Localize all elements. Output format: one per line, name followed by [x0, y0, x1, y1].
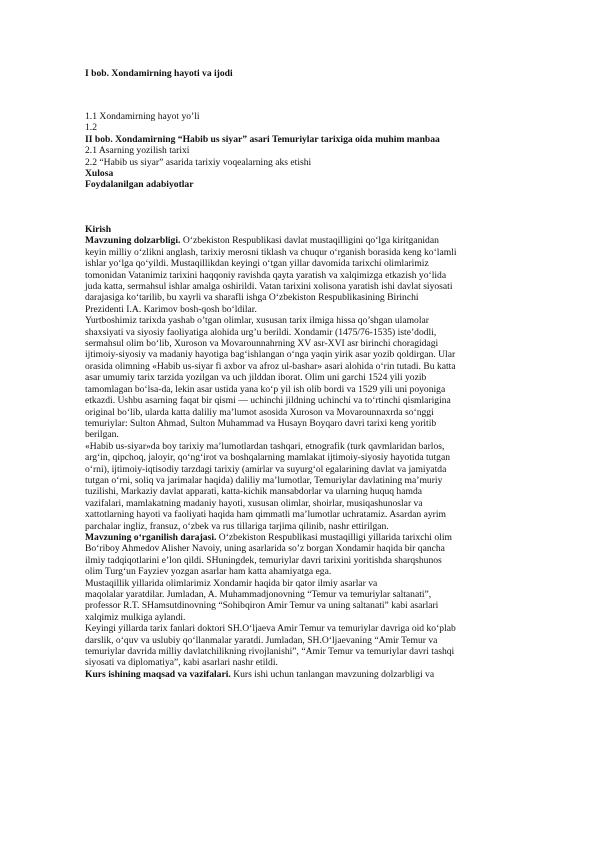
text-line — [85, 623, 457, 634]
text-line — [85, 224, 457, 235]
text-run: etkazdi. Ushbu asarning faqat bir qismi — uchinchi jildning uchinchi va to‘rtinchi qismlarigina — [85, 395, 451, 407]
toc-entry: Foydalanilgan adabiyotlar — [85, 179, 194, 191]
text-run: Yurtboshimiz tarixda yashab o’tgan olimlar, xususan tarix ilmiga hissa qo’shgan ulamolar — [85, 315, 429, 327]
text-line — [85, 566, 457, 577]
text-run: xalqimiz mulkiga aylandi. — [85, 611, 186, 623]
text-run: original bo‘lib, ularda katta daliliy ma’lumot asosida Xuroson va Movarounnaxrda so‘nggi — [85, 406, 434, 418]
text-line — [85, 498, 457, 509]
text-run: keyin milliy o‘zlikni anglash, tarixiy merosni tiklash va chuqur o‘rganish borasida keng ko‘lamli — [85, 246, 457, 258]
text-line — [85, 407, 457, 418]
text-line — [85, 646, 457, 657]
text-run: olim Turg‘un Fayziev yozgan asarlar ham katta ahamiyatga ega. — [85, 566, 332, 578]
text-line — [85, 521, 457, 532]
toc-entry: 1.1 Xondamirning hayot yo’li — [85, 111, 200, 122]
text-line — [85, 327, 457, 338]
text-line — [85, 361, 457, 372]
text-run: tuzilishi, Markaziy davlat apparati, katta-kichik mansabdorlar va ularning huquq hamda — [85, 486, 423, 498]
text-line — [85, 349, 457, 360]
bold-run: Kurs ishining maqsad va vazifalari. — [85, 668, 231, 680]
text-run: darslik, o‘quv va uslubiy qo‘llanmalar yaratdi. Jumladan, SH.O‘ljaevaning “Amir Temur va — [85, 634, 438, 646]
text-run: xattotlarning hayoti va faoliyati haqida ham qimmatli ma’lumotlar uchratamiz. Asardan ayrim — [85, 509, 446, 521]
text-run: juda katta, sermahsul ishlar amalga oshirildi. Vatan tarixini xolisona yaratish ishi davlat siyosati — [85, 281, 453, 293]
text-line — [85, 612, 457, 623]
text-run: berilgan. — [85, 429, 119, 441]
text-line — [85, 429, 457, 440]
text-line — [85, 418, 457, 429]
text-line — [85, 384, 457, 395]
text-line — [85, 258, 457, 269]
document-body — [85, 224, 457, 680]
text-line — [85, 657, 457, 668]
text-run: sermahsul olim bo‘lib, Xuroson va Movarounnahrning XV asr-XVI asr birinchi choragidagi — [85, 338, 439, 350]
toc-entry: 2.2 “Habib us siyar” asarida tarixiy voqealarning aks etishi — [85, 156, 312, 168]
text-run: Kurs ishi uchun tanlangan mavzuning dolzarbligi va — [230, 668, 435, 680]
text-line — [85, 464, 457, 475]
page-heading: I bob. Xondamirning hayoti va ijodi — [85, 68, 233, 79]
text-run: o‘rni), ijtimoiy-iqtisodiy tarzdagi tarixiy (amirlar va suyurg‘ol egalarining davlat va jamiyatda — [85, 463, 447, 475]
text-line — [85, 292, 457, 303]
toc-entry: II bob. Xondamirning “Habib us siyar” asari Temuriylar tarixiga oida muhim manbaa — [85, 133, 440, 145]
text-run: orasida olimning «Habib us-siyar fi axbor va afroz ul-bashar» asari alohida o‘rin tutadi. Bu katta — [85, 360, 456, 372]
text-line — [85, 315, 457, 326]
text-line — [85, 475, 457, 486]
toc-entry: 2.1 Asarning yozilish tarixi — [85, 145, 190, 157]
text-line — [85, 338, 457, 349]
text-line — [85, 395, 457, 406]
text-line — [85, 281, 457, 292]
text-line — [85, 270, 457, 281]
text-line — [85, 635, 457, 646]
text-run: O‘zbekiston Respublikasi mustaqilligi yillarida tarixchi olim — [216, 531, 452, 543]
text-line — [85, 578, 457, 589]
text-run: parchalar ingliz, fransuz, o‘zbek va rus tillariga tarjima qilinib, nashr ettirilgan. — [85, 520, 389, 532]
bold-run: Mavzuning o‘rganilish darajasi. — [85, 531, 217, 543]
toc-entry: Xulosa — [85, 168, 114, 180]
text-run: tomonidan Vatanimiz tarixini haqqoniy ravishda qayta yaratish va xalqimizga etkazish yo‘lida — [85, 269, 447, 281]
text-line — [85, 372, 457, 383]
text-run: temuriylar: Sulton Ahmad, Sulton Muhammad va Husayn Boyqaro davri tarixi keng yoritib — [85, 417, 437, 429]
text-line — [85, 235, 457, 246]
bold-run: Mavzuning dolzarbligi. — [85, 235, 181, 247]
text-run: Keyingi yillarda tarix fanlari doktori SH.O‘ljaeva Amir Temur va temuriylar davriga oid ko‘plab — [85, 623, 456, 635]
text-run: siyosati va diplomatiya”, kabi asarlari nashr etildi. — [85, 657, 278, 669]
text-run: Mustaqillik yillarida olimlarimiz Xondamir haqida bir qator ilmiy asarlar va — [85, 577, 378, 589]
text-run: maqolalar yaratdilar. Jumladan, A. Muhammadjonovning “Temur va temuriylar saltanati”, — [85, 589, 432, 600]
text-run: professor R.T. SHamsutdinovning “Sohibqiron Amir Temur va uning saltanati” kabi asarlari — [85, 600, 439, 612]
text-line — [85, 669, 457, 680]
text-line — [85, 532, 457, 543]
text-line — [85, 247, 457, 258]
text-run: O‘zbekiston Respublikasi davlat mustaqilligini qo‘lga kiritganidan — [180, 235, 439, 247]
text-line — [85, 452, 457, 463]
text-run: tamomlagan bo‘lsa-da, lekin asar ustida yana ko‘p yil ish olib bordi va 1529 yili uni poyoniga — [85, 383, 446, 395]
text-run: asar umumiy tarix tarzida yozilgan va uch jilddan iborat. Olim uni garchi 1524 yili yozib — [85, 372, 427, 384]
text-run: tutgan o‘rni, soliq va jarimalar haqida) daliliy ma’lumotlar, Temuriylar davlatining ma’muriy — [85, 474, 443, 486]
text-line — [85, 509, 457, 520]
text-line — [85, 555, 457, 566]
text-line — [85, 543, 457, 554]
table-of-contents — [85, 111, 440, 191]
text-run: temuriylar davrida milliy davlatchilikning rivojlanishi”, “Amir Temur va temuriylar davri tashqi — [85, 646, 455, 658]
text-run: ilmiy tadqiqotlarini e’lon qildi. SHuningdek, temuriylar davri tarixini yoritishda sharqshunos — [85, 554, 442, 566]
text-line — [85, 486, 457, 497]
text-line — [85, 441, 457, 452]
text-run: Bo‘riboy Ahmedov Alisher Navoiy, uning asarlarida so’z borgan Xondamir haqida bir qancha — [85, 543, 445, 555]
text-run: Prezidenti I.A. Karimov bosh-qosh bo‘ldilar. — [85, 303, 257, 315]
text-run: shaxsiyati va siyosiy faoliyatiga alohida urg’u berildi. Xondamir (1475/76-1535) iste’dodli, — [85, 326, 437, 338]
text-run: arg‘in, qipchoq, jaloyir, qo‘ng‘irot va boshqalarning mamlakat ijtimoiy-siyosiy hayotida tutgan — [85, 452, 450, 464]
toc-entry: 1.2 — [85, 122, 97, 134]
text-run: ijtimoiy-siyosiy va madaniy hayotiga bag‘ishlangan o‘nga yaqin yirik asar yozib qoldirgan. Ular — [85, 349, 456, 361]
text-line — [85, 600, 457, 611]
text-line — [85, 304, 457, 315]
text-line — [85, 589, 457, 600]
bold-run: Kirish — [85, 224, 112, 235]
text-run: vazifalari, mamlakatning madaniy hayoti, xususan olimlar, shoirlar, musiqashunoslar va — [85, 497, 423, 509]
text-run: «Habib us-siyar»da boy tarixiy ma’lumotlardan tashqari, etnografik (turk qavmlaridan barlos, — [85, 440, 445, 452]
text-run: darajasiga ko‘tarilib, bu xayrli va sharafli ishga O‘zbekiston Respublikasining Birinchi — [85, 292, 419, 304]
text-run: ishlar yo‘lga qo‘yildi. Mustaqillikdan keyingi o‘tgan yillar davomida tarixchi olimlarimiz — [85, 258, 429, 270]
